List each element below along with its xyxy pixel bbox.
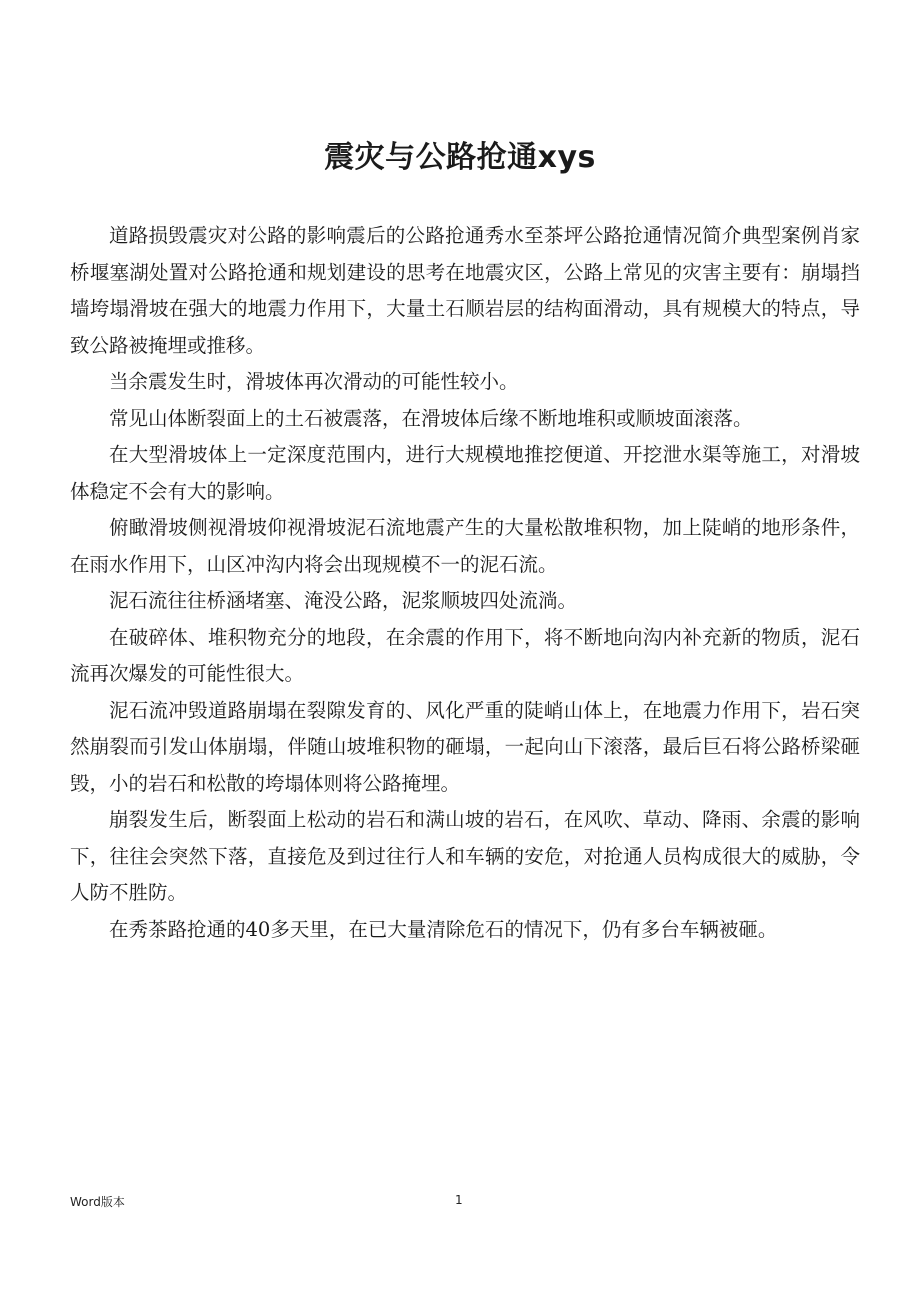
- document-body: [70, 218, 860, 948]
- paragraph: 崩裂发生后，断裂面上松动的岩石和满山坡的岩石，在风吹、草动、降雨、余震的影响下，往往会突然下落，直接危及到过往行人和车辆的安危，对抢通人员构成很大的威胁，令人防不胜防。: [70, 808, 860, 904]
- paragraph: 在秀茶路抢通的40多天里，在已大量清除危石的情况下，仍有多台车辆被砸。: [109, 917, 778, 941]
- paragraph: 道路损毁震灾对公路的影响震后的公路抢通秀水至茶坪公路抢通情况简介典型案例肖家桥堰塞湖处置对公路抢通和规划建设的思考在地震灾区，公路上常见的灾害主要有：崩塌挡墙垮塌滑坡在强大的地震力作用下，大量土石顺岩层的结构面滑动，具有规模大的特点，导致公路被掩埋或推移。: [70, 224, 860, 357]
- paragraph: 当余震发生时，滑坡体再次滑动的可能性较小。: [109, 370, 519, 393]
- document-title: 震灾与公路抢通xys: [324, 140, 596, 175]
- footer-page-number: 1: [455, 1193, 463, 1207]
- paragraph: 在大型滑坡体上一定深度范围内，进行大规模地推挖便道、开挖泄水渠等施工，对滑坡体稳定不会有大的影响。: [70, 443, 860, 503]
- paragraph: 泥石流往往桥涵堵塞、淹没公路，泥浆顺坡四处流淌。: [109, 589, 578, 612]
- paragraph: 俯瞰滑坡侧视滑坡仰视滑坡泥石流地震产生的大量松散堆积物，加上陡峭的地形条件，在雨水作用下，山区冲沟内将会出现规模不一的泥石流。: [70, 516, 860, 576]
- footer-label: Word版本: [70, 1195, 125, 1209]
- paragraph: 在破碎体、堆积物充分的地段，在余震的作用下，将不断地向沟内补充新的物质，泥石流再次爆发的可能性很大。: [70, 625, 860, 685]
- paragraph: 常见山体断裂面上的土石被震落，在滑坡体后缘不断地堆积或顺坡面滚落。: [109, 406, 753, 430]
- paragraph: 泥石流冲毁道路崩塌在裂隙发育的、风化严重的陡峭山体上，在地震力作用下，岩石突然崩裂而引发山体崩塌，伴随山坡堆积物的砸塌，一起向山下滚落，最后巨石将公路桥梁砸毁，小的岩石和松散的垮塌体则将公路掩埋。: [70, 698, 860, 795]
